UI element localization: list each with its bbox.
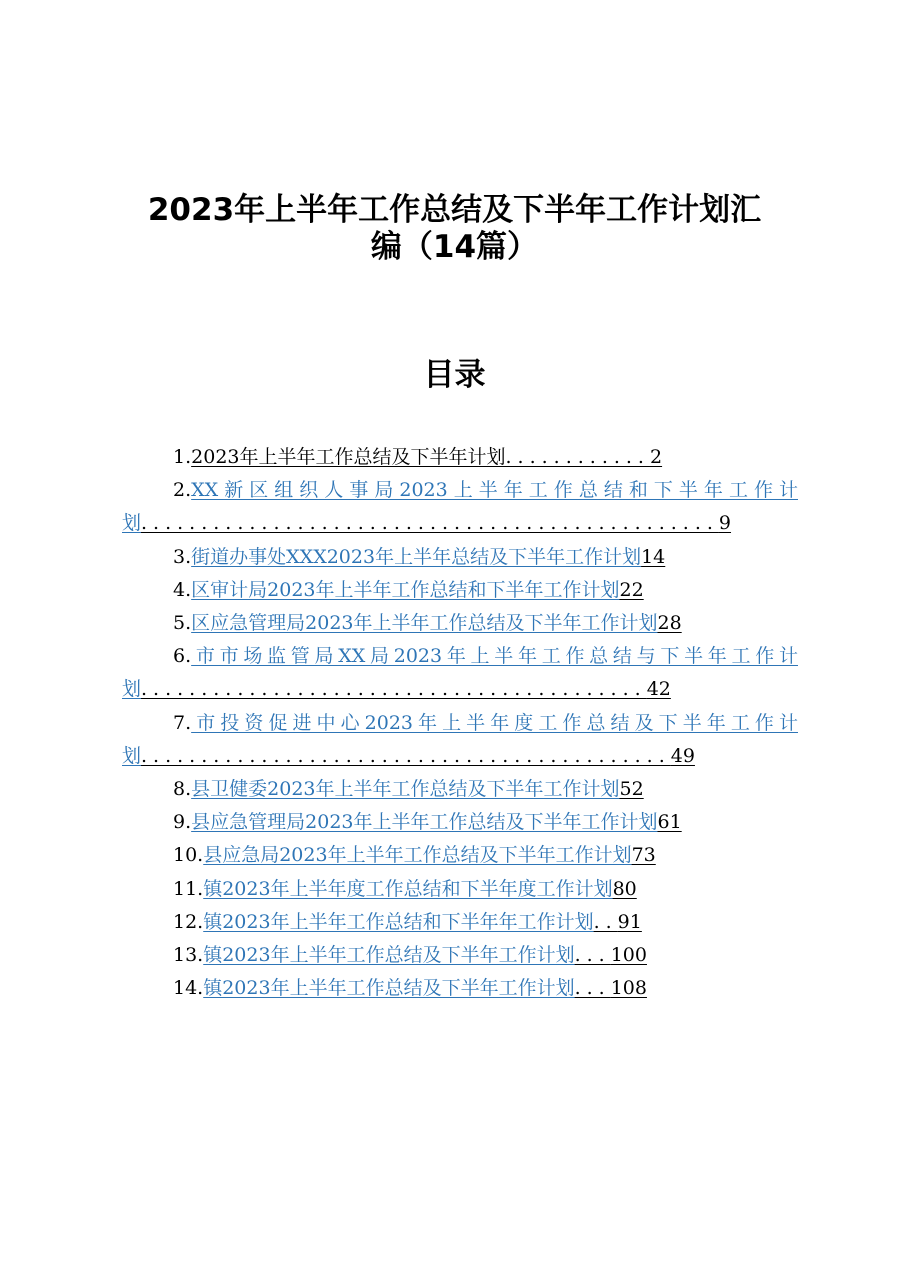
- toc-entry-leader: ............: [505, 446, 650, 468]
- toc-entry: [122, 873, 798, 906]
- toc-entry-number: 2.: [173, 479, 192, 502]
- toc-entry: [122, 607, 798, 640]
- toc-entry-number: 6.: [173, 645, 192, 668]
- toc-entry-leader: ...: [574, 977, 611, 1000]
- toc-entry-leader: ..: [593, 910, 618, 933]
- toc-entry-link[interactable]: 2023年上半年工作总结及下半年计划: [191, 446, 506, 468]
- toc-entry-page-number: 42: [646, 678, 671, 701]
- toc-entry-link[interactable]: XX新区组织人事局2023上半年工作总结和下半年工作计划: [122, 479, 798, 535]
- toc-entry-number: 8.: [173, 778, 192, 801]
- toc-entry-leader: ............................................: [141, 744, 671, 767]
- toc-entry-page-number: 61: [657, 811, 682, 834]
- toc-entry-link[interactable]: 区应急管理局2023年上半年工作总结及下半年工作计划: [191, 612, 658, 635]
- toc-entry-link[interactable]: 镇2023年上半年工作总结和下半年年工作计划: [203, 910, 594, 933]
- toc-heading: 目录: [423, 357, 486, 393]
- toc-entry-page-number: 73: [631, 844, 656, 867]
- toc-entry-number: 11.: [173, 877, 204, 900]
- toc-entry: [122, 441, 798, 474]
- toc-entry: [122, 939, 798, 972]
- toc-entry: [122, 707, 798, 773]
- toc-entry: [122, 906, 798, 939]
- document-title-line-2: 编（14篇）: [370, 229, 539, 265]
- toc-entry-link[interactable]: 镇2023年上半年工作总结及下半年工作计划: [203, 944, 575, 967]
- toc-entry: [122, 541, 798, 574]
- toc-entry-page-number: 14: [641, 545, 666, 568]
- toc-entry-link[interactable]: 市投资促进中心2023年上半年度工作总结及下半年工作计划: [122, 711, 798, 767]
- toc-entry-number: 5.: [173, 612, 192, 635]
- toc-entry-page-number: 22: [619, 578, 644, 601]
- toc-entry-leader: ................................................: [141, 512, 719, 535]
- toc-entry-link[interactable]: 县应急管理局2023年上半年工作总结及下半年工作计划: [191, 811, 658, 834]
- toc-entry-link[interactable]: 区审计局2023年上半年工作总结和下半年工作计划: [191, 578, 620, 601]
- toc-entry-link[interactable]: 县应急局2023年上半年工作总结及下半年工作计划: [203, 844, 632, 867]
- toc-entry-number: 3.: [173, 545, 192, 568]
- toc-entry-page-number: 9: [718, 512, 732, 535]
- toc-entry-number: 1.: [173, 446, 192, 468]
- toc-entry: [122, 640, 798, 706]
- toc-entry-link[interactable]: 镇2023年上半年工作总结及下半年工作计划: [203, 977, 575, 1000]
- toc-entry-number: 10.: [173, 844, 204, 867]
- toc-entry: [122, 574, 798, 607]
- toc-entry-link[interactable]: 市市场监管局XX局2023年上半年工作总结与下半年工作计划: [122, 645, 798, 701]
- toc-entry-number: 7.: [173, 711, 192, 734]
- toc-entry-page-number: 100: [610, 944, 647, 967]
- toc-entry-link[interactable]: 镇2023年上半年度工作总结和下半年度工作计划: [203, 877, 613, 900]
- toc-entry-number: 9.: [173, 811, 192, 834]
- toc-entry-page-number: 2: [649, 446, 663, 468]
- table-of-contents: [122, 441, 798, 1005]
- toc-entry-link[interactable]: 街道办事处XXX2023年上半年总结及下半年工作计划: [191, 545, 642, 568]
- toc-entry-number: 14.: [173, 977, 204, 1000]
- toc-entry: [122, 474, 798, 540]
- toc-entry-page-number: 49: [670, 744, 695, 767]
- toc-entry-link[interactable]: 县卫健委2023年上半年工作总结及下半年工作计划: [191, 778, 620, 801]
- toc-entry-page-number: 28: [657, 612, 682, 635]
- toc-entry-number: 13.: [173, 944, 204, 967]
- toc-entry-number: 4.: [173, 578, 192, 601]
- document-title-line-1: 2023年上半年工作总结及下半年工作计划汇: [147, 192, 762, 228]
- toc-entry-number: 12.: [173, 910, 204, 933]
- toc-entry: [122, 773, 798, 806]
- toc-entry: [122, 839, 798, 872]
- toc-entry-page-number: 80: [612, 877, 637, 900]
- toc-entry: [122, 806, 798, 839]
- toc-entry-page-number: 91: [617, 910, 642, 933]
- toc-entry-leader: ..........................................: [141, 678, 647, 701]
- toc-entry: [122, 972, 798, 1005]
- toc-entry-page-number: 52: [619, 778, 644, 801]
- toc-entry-page-number: 108: [610, 977, 647, 1000]
- toc-entry-leader: ...: [574, 944, 611, 967]
